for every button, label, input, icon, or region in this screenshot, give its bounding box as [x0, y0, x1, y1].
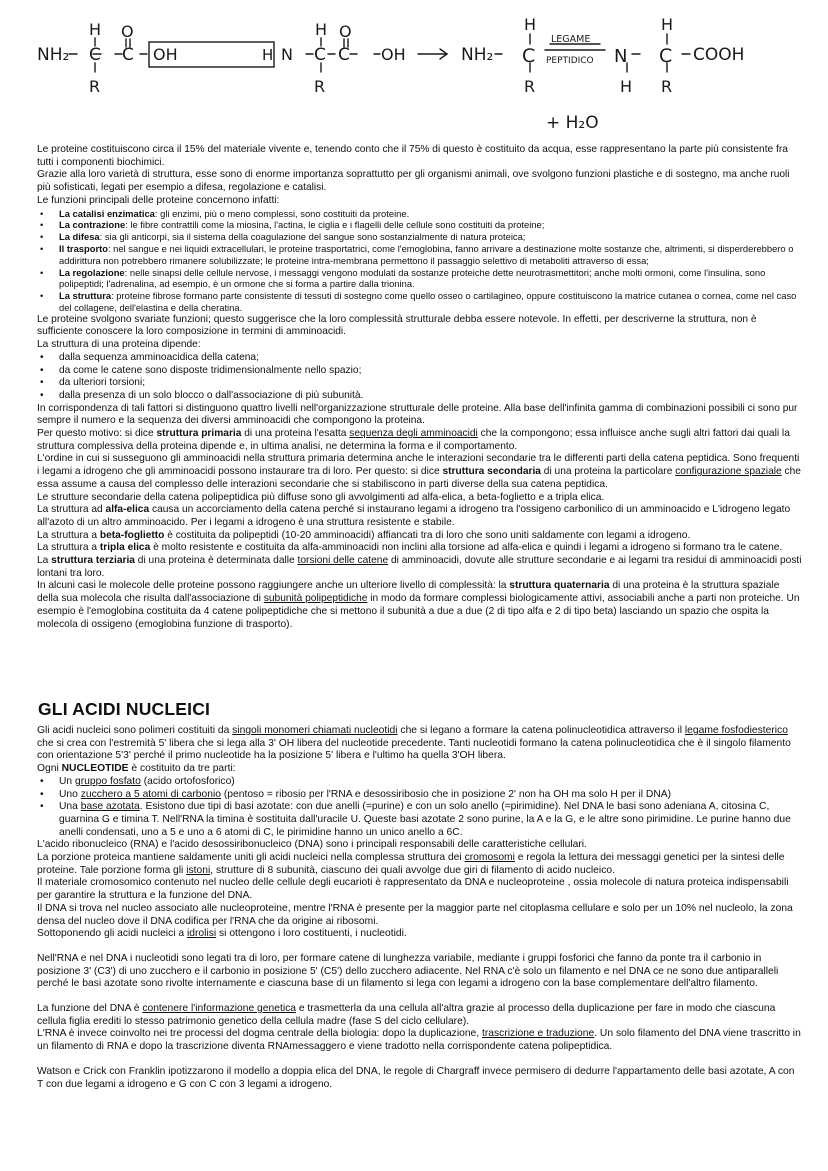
paragraph: La struttura ad alfa-elica causa un accorciamento della catena perché si instaurano legami a idrogeno tra l'ossigeno carbonilico di un amminoacido e L'idrogeno legato all'azoto di un altro amminoacido. Per i legami a idrogeno è una struttura resistente e stabile.	[37, 504, 791, 528]
list-item: • da come le catene sono disposte tridimensionalmente nello spazio;	[59, 365, 802, 378]
eq-left-h: H	[89, 20, 102, 39]
eq-prod-nh: H	[620, 77, 633, 96]
paragraph: Sottoponendo gli acidi nucleici a idrolisi si ottengono i loro costituenti, i nucleotidi.	[37, 928, 407, 940]
paragraph: Per questo motivo: si dice struttura primaria di una proteina l'esatta sequenza degli amminoacidi che la compongono; essa influisce anche sugli altri fattori dai quali la struttura complessiva della proteina dipende e, in ultima analisi, ne determina la forma e il comportamento.	[37, 428, 790, 452]
list-item: • dalla presenza di un solo blocco o dall'associazione di più subunità.	[59, 390, 802, 403]
paragraph: Watson e Crick con Franklin ipotizzarono il modello a doppia elica del DNA, le regole di Chargraff invece permisero di dedurre l'appartamento delle basi azotate, A con T con due legami a idrogeno e G con C con 3 legami a idrogeno.	[37, 1065, 795, 1090]
eq-mid-o: O	[339, 22, 352, 41]
paragraph: L'RNA è invece coinvolto nei tre processi del dogma centrale della biologia: dopo la duplicazione, trascrizione e traduzione. Un solo filamento del DNA viene trascritto in un filamento di RNA e dopo la trascrizione diventa RNAmessaggero e viene tradotto nella corrispondente catena polipeptidica.	[37, 1028, 801, 1053]
eq-mid-n: N	[281, 45, 293, 64]
paragraph: L'acido ribonucleico (RNA) e l'acido desossiribonucleico (DNA) sono i principali responsabili delle caratteristiche cellulari.	[37, 839, 587, 851]
list-item: • Una base azotata. Esistono due tipi di basi azotate: con due anelli (=purine) e con un solo anello (=pirimidine). Nel DNA le basi sono adeniana A, citosina C, guarnina G e timina T. Nell'RNA la timina è sostituita dall'uracile U. Queste basi azotate 2 sono purine, la A e la G, e le altre sono pirimidine. Le purine hanno due anelli condensati, uno a 5 e uno a 6 atomi di C, le pirimidine hanno un unico anello a 6C.	[59, 801, 802, 839]
eq-left-c2: C	[122, 45, 134, 65]
nucleotide-parts-list	[37, 776, 802, 840]
paragraph: La struttura di una proteina dipende:	[37, 339, 201, 351]
eq-mid-top-h: H	[315, 20, 328, 39]
eq-left-c1: C	[89, 45, 101, 65]
eq-prod-c2: C	[659, 45, 673, 67]
eq-prod-h: H	[524, 15, 537, 34]
eq-prod-r2: R	[661, 77, 673, 96]
paragraph: Nell'RNA e nel DNA i nucleotidi sono legati tra di loro, per formare catene di lunghezza variabile, mediante i gruppi fosforici che fanno da ponte tra il carbonio in posizione 3' (C3') di uno zucchero e il carbonio in posizione 5' (C5') dello zucchero adiacente. Nel RNA c'è solo un filamento e nel DNA ce ne sono due antiparalleli perché le basi azotate sono rivolte internamente e ciascuna base di un filamento si lega con legami a idrogeno con la base complementare dell'altro filamento.	[37, 952, 779, 990]
paragraph: La struttura a beta-foglietto è costituita da polipeptidi (10-20 amminoacidi) affiancati tra di loro che sono uniti saldamente con legami a idrogeno.	[37, 529, 691, 541]
paragraph: La struttura a tripla elica è molto resistente e costituita da alfa-amminoacidi non inclini alla torsione ad alfa-elica e quindi i legami a idrogeno si formano tra le catene.	[37, 542, 783, 554]
eq-bond-label-1: LEGAME	[551, 34, 591, 45]
list-item: • La struttura: proteine fibrose formano parte consistente di tessuti di sostegno come quello osseo o cartilagineo, oppure costituiscono la matrice cutanea o cornea, come nel caso del collagene, dell'elastina e della cheratina.	[59, 290, 802, 314]
list-item: • La difesa: sia gli anticorpi, sia il sistema della coagulazione del sangue sono sostanzialmente di natura proteica;	[59, 231, 802, 243]
eq-prod-r: R	[524, 77, 536, 96]
list-item: • La catalisi enzimatica: gli enzimi, più o meno complessi, sono costituiti da proteine.	[59, 208, 802, 220]
paragraph: Il DNA si trova nel nucleo associato alle nucleoproteine, mentre l'RNA è presente per la maggior parte nel citoplasma cellulare e solo per un 10% nel nucleolo, la zona densa del nucleo dove il DNA codifica per l'RNA che da origine ai ribosomi.	[37, 902, 793, 927]
functions-list	[37, 208, 802, 314]
list-item: • dalla sequenza amminoacidica della catena;	[59, 352, 802, 365]
paragraph: La struttura terziaria di una proteina è determinata dalle torsioni delle catene di amminoacidi, dovute alle strutture secondarie e ai legami tra residui di amminoacidi posti lontani tra loro.	[37, 555, 802, 579]
list-item: • Uno zucchero a 5 atomi di carbonio (pentoso = ribosio per l'RNA e desossiribosio che in posizione 2' non ha OH ma solo H per il DNA)	[59, 789, 802, 802]
paragraph: Le proteine costituiscono circa il 15% del materiale vivente e, tenendo conto che il 75% di questo è costituito da acqua, esse rappresentano la parte più consistente fra tutti i componenti biochimici.	[37, 144, 788, 168]
peptide-bond-equation	[0, 0, 828, 142]
proteins-section	[37, 144, 802, 631]
list-item: • La contrazione: le fibre contrattili come la miosina, l'actina, le ciglia e i flagelli delle cellule sono costituiti da proteine;	[59, 219, 802, 231]
eq-mid-c1: C	[314, 45, 326, 65]
list-item: • La regolazione: nelle sinapsi delle cellule nervose, i messaggi vengono modulati da sostanze proteiche dette neurotrasmettitori; anche molti ormoni, come l'insulina, sono polipeptidi; l'adrenalina, ad esempio, è un ormone che si forma a partire dalla trionina.	[59, 267, 802, 291]
eq-left-o: O	[121, 22, 134, 41]
paragraph: In alcuni casi le molecole delle proteine possono raggiungere anche un ulteriore livello di complessità: la struttura quaternaria di una proteina è la struttura spaziale della sua molecola che risulta dall'associazione di subunità polipeptidiche in modo da formare complessi biologicamente attivi, associabili anche a parti non proteiche. Un esempio è l'emoglobina costituita da 4 catene polipeptidiche che si mettono il subunità a due a due (2 di tipo alfa e 2 di tipo beta) lasciando un spazio che ospita la molecola di ossigeno (emoglobina funzione di trasporto).	[37, 580, 800, 630]
list-item: • Il trasporto: nel sangue e nei liquidi extracellulari, le proteine trasportatrici, come l'emoglobina, fanno arrivare a destinazione molte sostanze che, altrimenti, si disperderebbero o addirittura non potrebbero rimanere solubilizzate; le proteine intra-membrana permettono il passaggio selettivo di metaboliti attraverso di essa;	[59, 243, 802, 267]
depends-list	[37, 352, 802, 403]
eq-mid-c2: C	[338, 45, 350, 65]
paragraph: Grazie alla loro varietà di struttura, esse sono di enorme importanza soprattutto per gli organismi animali, ove svolgono funzioni plastiche e di sostegno, ma anche ruoli più sofisticati, legati per esempio a difesa, regolazione e catalisi.	[37, 169, 790, 194]
eq-prod-c: C	[522, 45, 536, 67]
paragraph: La funzione del DNA è contenere l'informazione genetica e trasmetterla da una cellula all'altra grazie al processo della duplicazione per fare in modo che ciascuna cellula figlia erediti lo stesso patrimonio genetico della cellula madre (fase S del ciclo cellulare).	[37, 1003, 776, 1027]
eq-prod-nh2: NH₂	[461, 45, 494, 65]
eq-water: + H₂O	[546, 113, 599, 133]
eq-prod-h2: H	[661, 15, 674, 34]
nucleic-acids-section	[37, 725, 802, 1091]
eq-mid-h: H	[262, 46, 274, 64]
eq-left-r: R	[89, 77, 101, 96]
eq-prod-cooh: COOH	[693, 45, 745, 65]
eq-prod-n: N	[614, 46, 628, 67]
paragraph: Le proteine svolgono svariate funzioni; questo suggerisce che la loro complessità strutturale debba essere notevole. In effetti, per descriverne la struttura, non è sufficiente conoscere la loro composizione in termini di amminoacidi.	[37, 313, 757, 338]
paragraph: In corrispondenza di tali fattori si distinguono quattro livelli nell'organizzazione strutturale delle proteine. Alla base dell'infinita gamma di combinazioni possibili ci sono pur sempre il numero e la sequenza dei diversi amminoacidi che compongono la proteina.	[37, 402, 798, 427]
paragraph: La porzione proteica mantiene saldamente uniti gli acidi nucleici nella complessa struttura dei cromosomi e regola la lettura dei messaggi genetici per la sintesi delle proteine. Tale porzione forma gli istoni, strutture di 8 subunità, ciascuno dei quali avvolge due giri di filamento di acido nucleico.	[37, 852, 785, 876]
eq-left-nh2: NH₂	[37, 45, 70, 65]
paragraph: Le funzioni principali delle proteine concernono infatti:	[37, 194, 280, 206]
section-heading: GLI ACIDI NUCLEICI	[38, 699, 211, 719]
paragraph: Gli acidi nucleici sono polimeri costituiti da singoli monomeri chiamati nucleotidi che si legano a formare la catena polinucleotidica attraverso il legame fosfodiesterico che si crea con l'estremità 5' libera che si lega alla 3' OH libera del nucleotide precedente. Tanti nucleotidi formano la catena polinucleotidica che è il singolo filamento con orientazione 5'3' perché il primo nucleotide ha la posizione 5' libera e l'ultimo ha quella 3'OH libera.	[37, 725, 791, 762]
paragraph: Il materiale cromosomico contenuto nel nucleo delle cellule degli eucarioti è rappresentato da DNA e nucleoproteine , ossia molecole di natura proteica indispensabili per garantire la struttura e la funzione del DNA.	[37, 877, 789, 902]
paragraph: Ogni NUCLEOTIDE è costituito da tre parti:	[37, 763, 236, 775]
eq-left-oh: OH	[153, 45, 178, 64]
paragraph: Le strutture secondarie della catena polipeptidica più diffuse sono gli avvolgimenti ad alfa-elica, a beta-foglietto e a tripla elica.	[37, 491, 605, 503]
eq-bond-label-2: PEPTIDICO	[546, 56, 594, 66]
list-item: • da ulteriori torsioni;	[59, 377, 802, 390]
eq-mid-oh: OH	[381, 45, 406, 64]
list-item: • Un gruppo fosfato (acido ortofosforico)	[59, 776, 802, 789]
eq-mid-r: R	[314, 77, 326, 96]
paragraph: L'ordine in cui si susseguono gli amminoacidi nella struttura primaria determina anche le interazioni secondarie tra le differenti parti della catena peptidica. Sono frequenti i legami a idrogeno che gli amminoacidi possono instaurare tra di loro. Per questo: si dice struttura secondaria di una proteina la particolare configurazione spaziale che essa assume a causa del complesso delle interazioni secondarie che si stabiliscono in parti diverse della sua catena peptidica.	[37, 453, 801, 490]
